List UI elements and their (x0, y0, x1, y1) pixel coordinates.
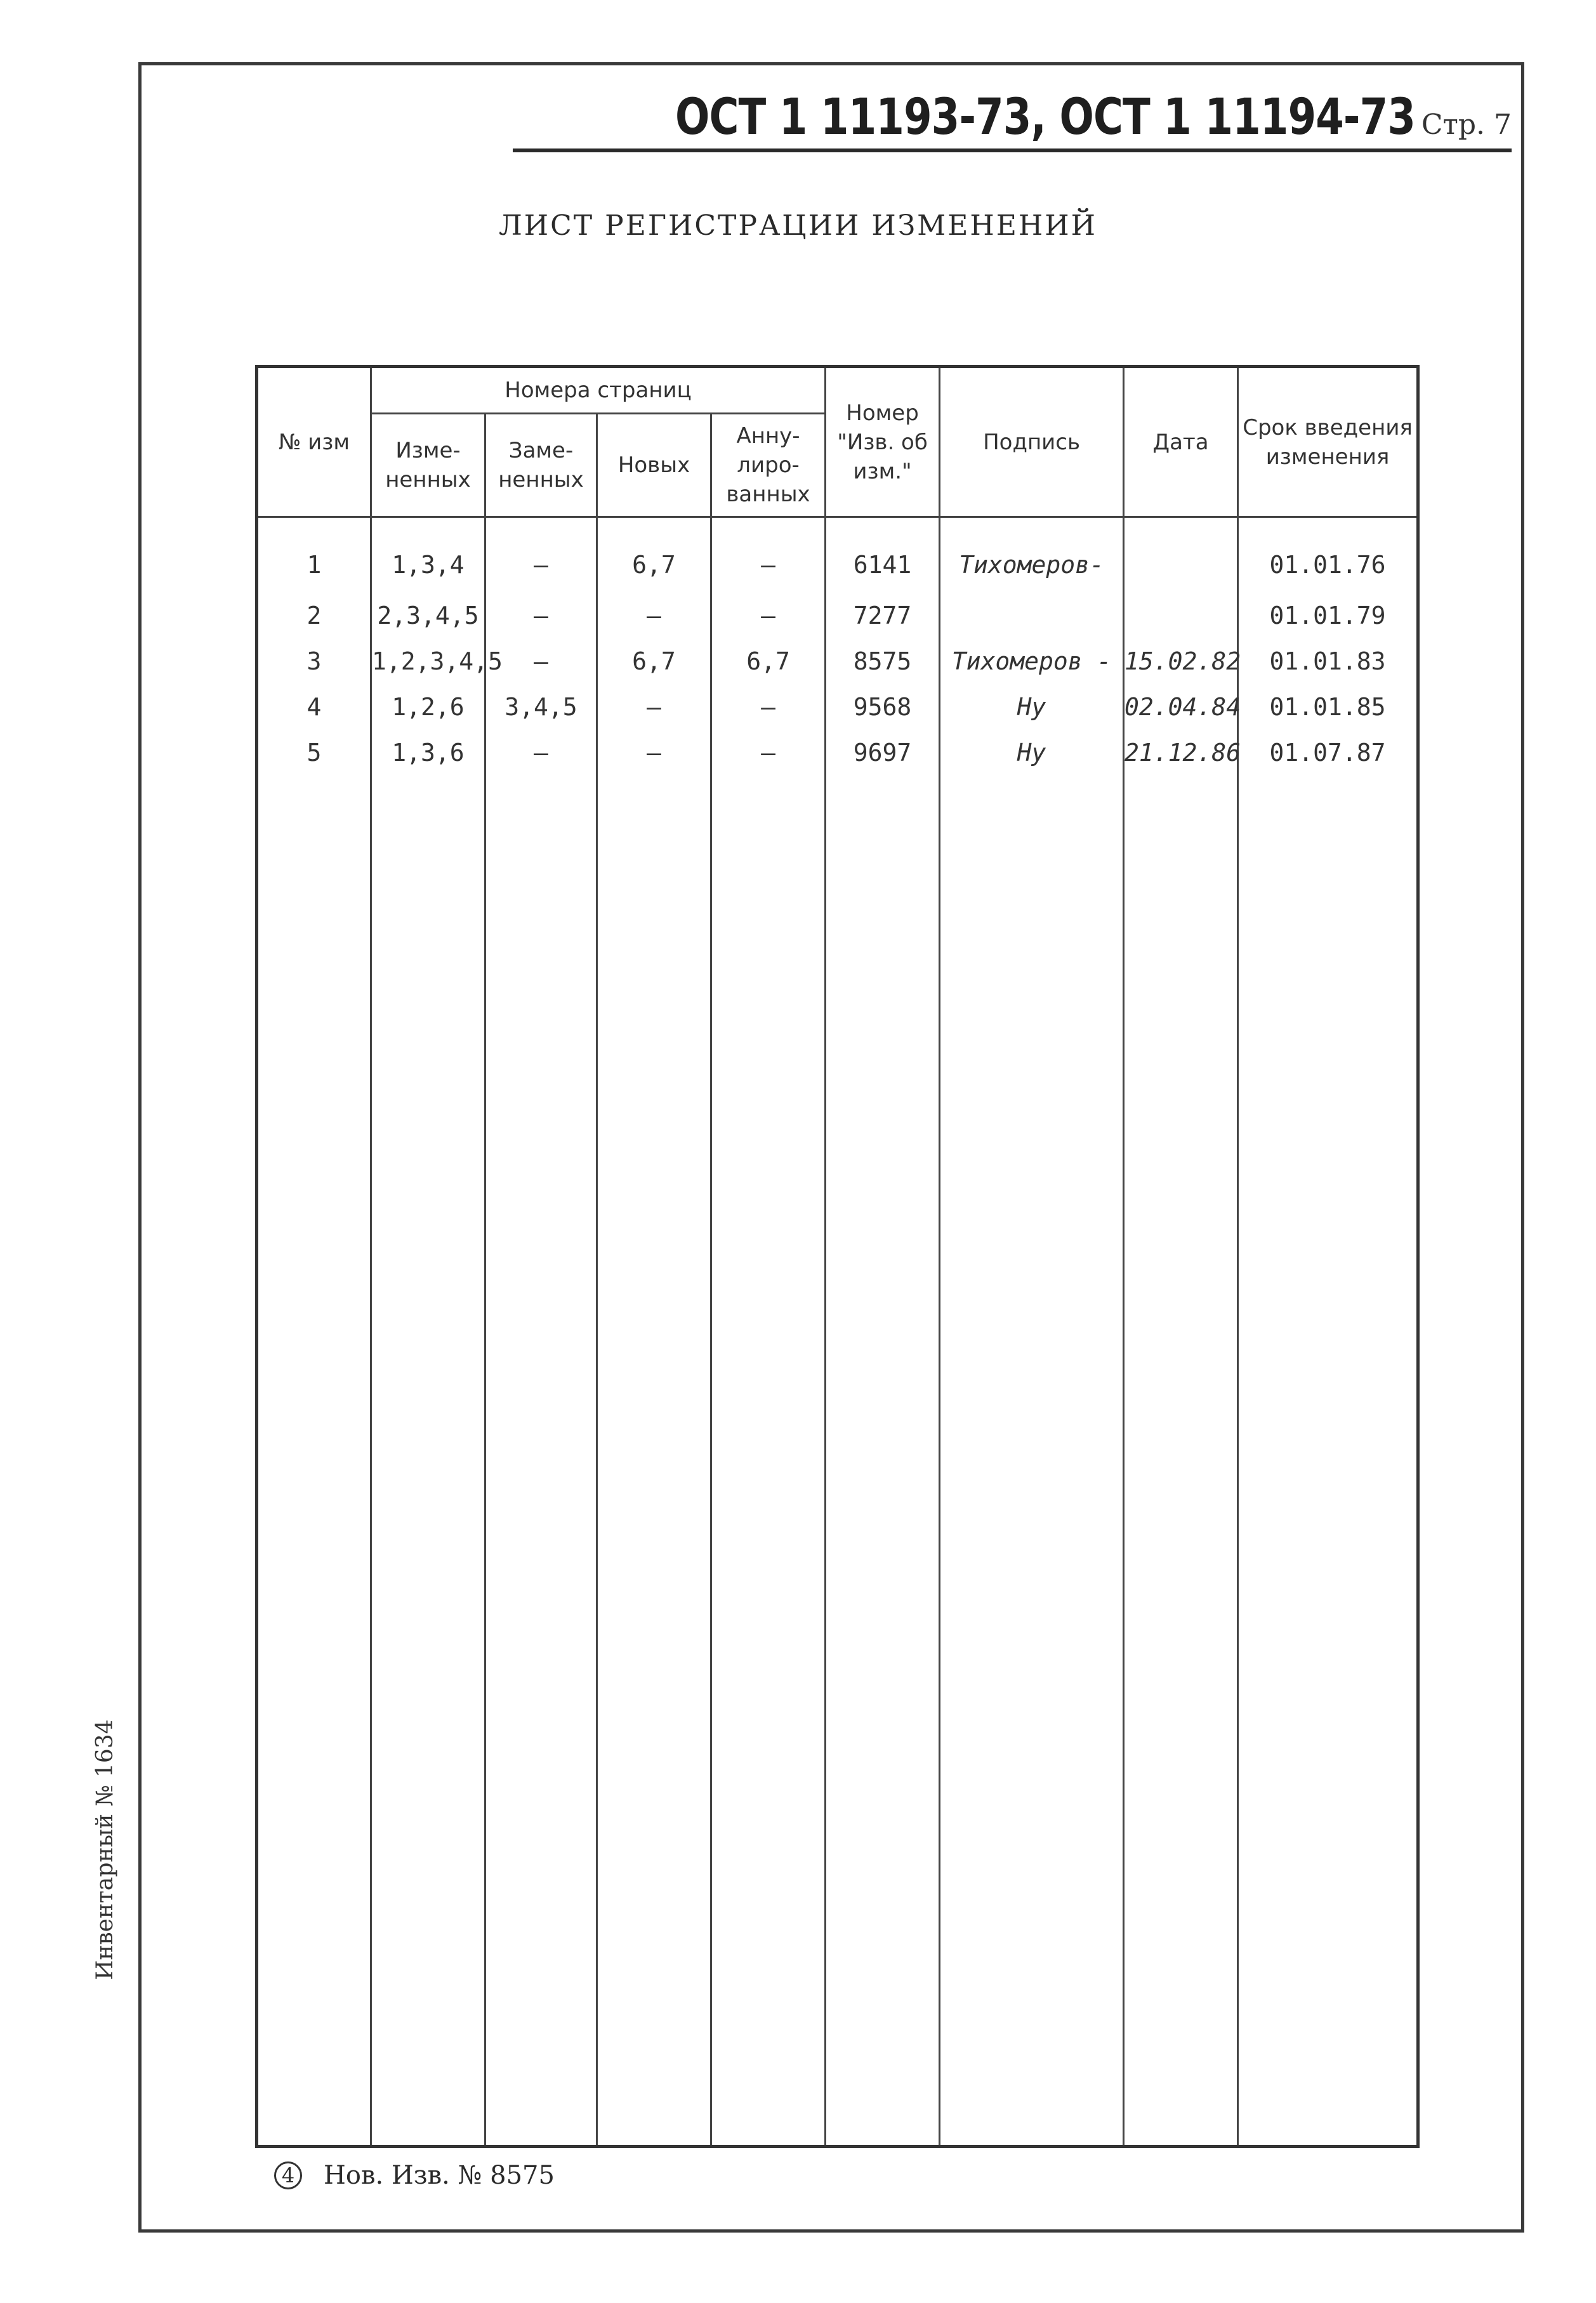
cell-changed: 2,3,4,5 (371, 593, 485, 638)
cell-notice: 6141 (826, 517, 940, 593)
cell-no: 5 (257, 730, 371, 775)
cell-no: 1 (257, 517, 371, 593)
cell-annulled: – (711, 730, 826, 775)
cell-new: – (597, 593, 711, 638)
cell-signature: Ну (940, 730, 1124, 775)
table-row (257, 638, 1418, 684)
cell-notice: 8575 (826, 638, 940, 684)
cell-new: – (597, 684, 711, 730)
cell-signature: Ну (940, 684, 1124, 730)
cell-annulled: – (711, 684, 826, 730)
header-signature: Подпись (940, 367, 1124, 517)
page-number: Стр. 7 (1421, 109, 1512, 141)
cell-annulled: – (711, 517, 826, 593)
cell-signature: Тихомеров - (940, 638, 1124, 684)
cell-signature: Тихомеров- (940, 517, 1124, 593)
header-annulled-pages: Анну- лиро- ванных (711, 414, 826, 517)
cell-date: 02.04.84 (1124, 684, 1238, 730)
header-date: Дата (1124, 367, 1238, 517)
cell-signature (940, 593, 1124, 638)
cell-no: 3 (257, 638, 371, 684)
cell-new: 6,7 (597, 517, 711, 593)
footer-note (274, 2161, 555, 2190)
table-row (257, 730, 1418, 775)
cell-changed: 1,3,6 (371, 730, 485, 775)
cell-date (1124, 593, 1238, 638)
cell-new: 6,7 (597, 638, 711, 684)
cell-date: 15.02.82 (1124, 638, 1238, 684)
cell-effective: 01.01.76 (1238, 517, 1418, 593)
cell-changed: 1,2,3,4,5 (371, 638, 485, 684)
header-changed-pages: Изме- ненных (371, 414, 485, 517)
sheet-title: ЛИСТ РЕГИСТРАЦИИ ИЗМЕНЕНИЙ (499, 209, 1097, 242)
cell-replaced: – (485, 593, 597, 638)
cell-effective: 01.01.83 (1238, 638, 1418, 684)
change-registration-table (255, 365, 1420, 2148)
cell-effective: 01.01.85 (1238, 684, 1418, 730)
cell-notice: 9697 (826, 730, 940, 775)
cell-notice: 9568 (826, 684, 940, 730)
table-row (257, 517, 1418, 593)
header-effective-date: Срок введения изменения (1238, 367, 1418, 517)
table-row (257, 684, 1418, 730)
header-notice-no: Номер "Изв. об изм." (826, 367, 940, 517)
cell-new: – (597, 730, 711, 775)
change-number-circle: 4 (274, 2161, 302, 2189)
cell-no: 4 (257, 684, 371, 730)
cell-effective: 01.01.79 (1238, 593, 1418, 638)
header-page-numbers: Номера страниц (371, 367, 826, 414)
header-new-pages: Новых (597, 414, 711, 517)
cell-annulled: 6,7 (711, 638, 826, 684)
cell-changed: 1,3,4 (371, 517, 485, 593)
cell-replaced: – (485, 638, 597, 684)
footer-text: Нов. Изв. № 8575 (324, 2161, 555, 2190)
header-replaced-pages: Заме- ненных (485, 414, 597, 517)
inventory-number: Инвентарный № 1634 (92, 1719, 118, 1980)
cell-effective: 01.07.87 (1238, 730, 1418, 775)
cell-no: 2 (257, 593, 371, 638)
cell-date (1124, 517, 1238, 593)
document-header (513, 89, 1512, 152)
cell-date: 21.12.86 (1124, 730, 1238, 775)
document-code: ОСТ 1 11193-73, ОСТ 1 11194-73 (675, 89, 1415, 146)
cell-replaced: – (485, 730, 597, 775)
cell-annulled: – (711, 593, 826, 638)
cell-changed: 1,2,6 (371, 684, 485, 730)
cell-replaced: – (485, 517, 597, 593)
table-row (257, 593, 1418, 638)
cell-notice: 7277 (826, 593, 940, 638)
cell-replaced: 3,4,5 (485, 684, 597, 730)
table-filler-row (257, 775, 1418, 2147)
header-change-no: № изм (257, 367, 371, 517)
